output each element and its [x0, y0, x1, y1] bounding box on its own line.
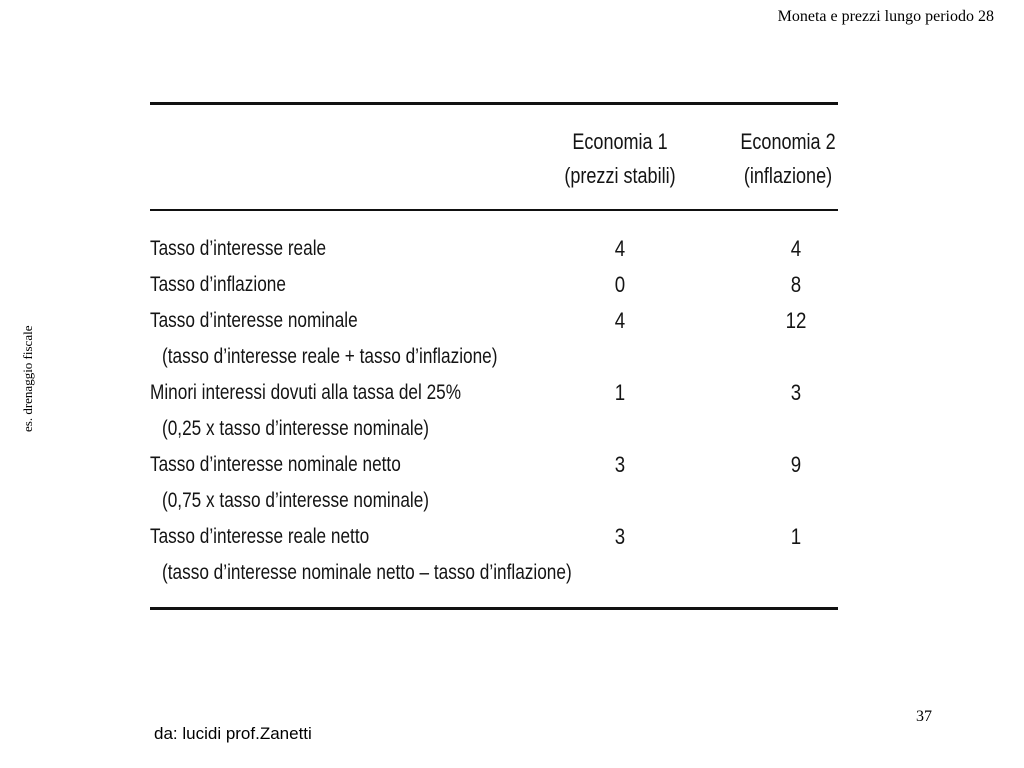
row-sublabel: (0,25 x tasso d’interesse nominale) [162, 417, 430, 440]
row-sublabel: (tasso d’interesse nominale netto – tasso d’inflazione) [162, 561, 572, 584]
value-economia-1: 3 [614, 452, 626, 477]
source-credit: da: lucidi prof.Zanetti [154, 724, 312, 743]
column-header-subtitle: (prezzi stabili) [564, 163, 676, 188]
value-economia-1: 4 [614, 308, 626, 333]
table-body [150, 211, 838, 607]
slide-header-title: Moneta e prezzi lungo periodo 28 [777, 8, 994, 25]
value-economia-2: 1 [790, 524, 802, 549]
row-label: Tasso d’interesse reale netto [150, 525, 370, 548]
row-sublabel: (tasso d’interesse reale + tasso d’inflazione) [162, 345, 498, 368]
comparison-table [150, 102, 838, 610]
value-economia-2: 8 [790, 272, 802, 297]
page-number: 37 [916, 708, 932, 725]
value-economia-2: 9 [790, 452, 802, 477]
row-label: Tasso d’interesse nominale netto [150, 453, 401, 476]
table-bottom-rule [150, 607, 838, 610]
column-header-title: Economia 1 [572, 129, 668, 154]
column-header-title: Economia 2 [740, 129, 836, 154]
value-economia-2: 4 [790, 236, 802, 261]
column-header-economia-1 [554, 125, 685, 193]
side-note: es. drenaggio fiscale [20, 325, 35, 432]
row-label: Tasso d’interesse reale [150, 237, 327, 260]
row-label: Minori interessi dovuti alla tassa del 25% [150, 381, 462, 404]
row-sublabel: (0,75 x tasso d’interesse nominale) [162, 489, 430, 512]
column-header-economia-2 [731, 125, 846, 193]
value-economia-1: 4 [614, 236, 626, 261]
column-header-subtitle: (inflazione) [743, 163, 833, 188]
row-label: Tasso d’inflazione [150, 273, 286, 296]
value-economia-1: 1 [614, 380, 626, 405]
row-label: Tasso d’interesse nominale [150, 309, 358, 332]
value-economia-1: 3 [614, 524, 626, 549]
table-header [150, 105, 838, 209]
value-economia-2: 3 [790, 380, 802, 405]
value-economia-2: 12 [785, 308, 807, 333]
value-economia-1: 0 [614, 272, 626, 297]
